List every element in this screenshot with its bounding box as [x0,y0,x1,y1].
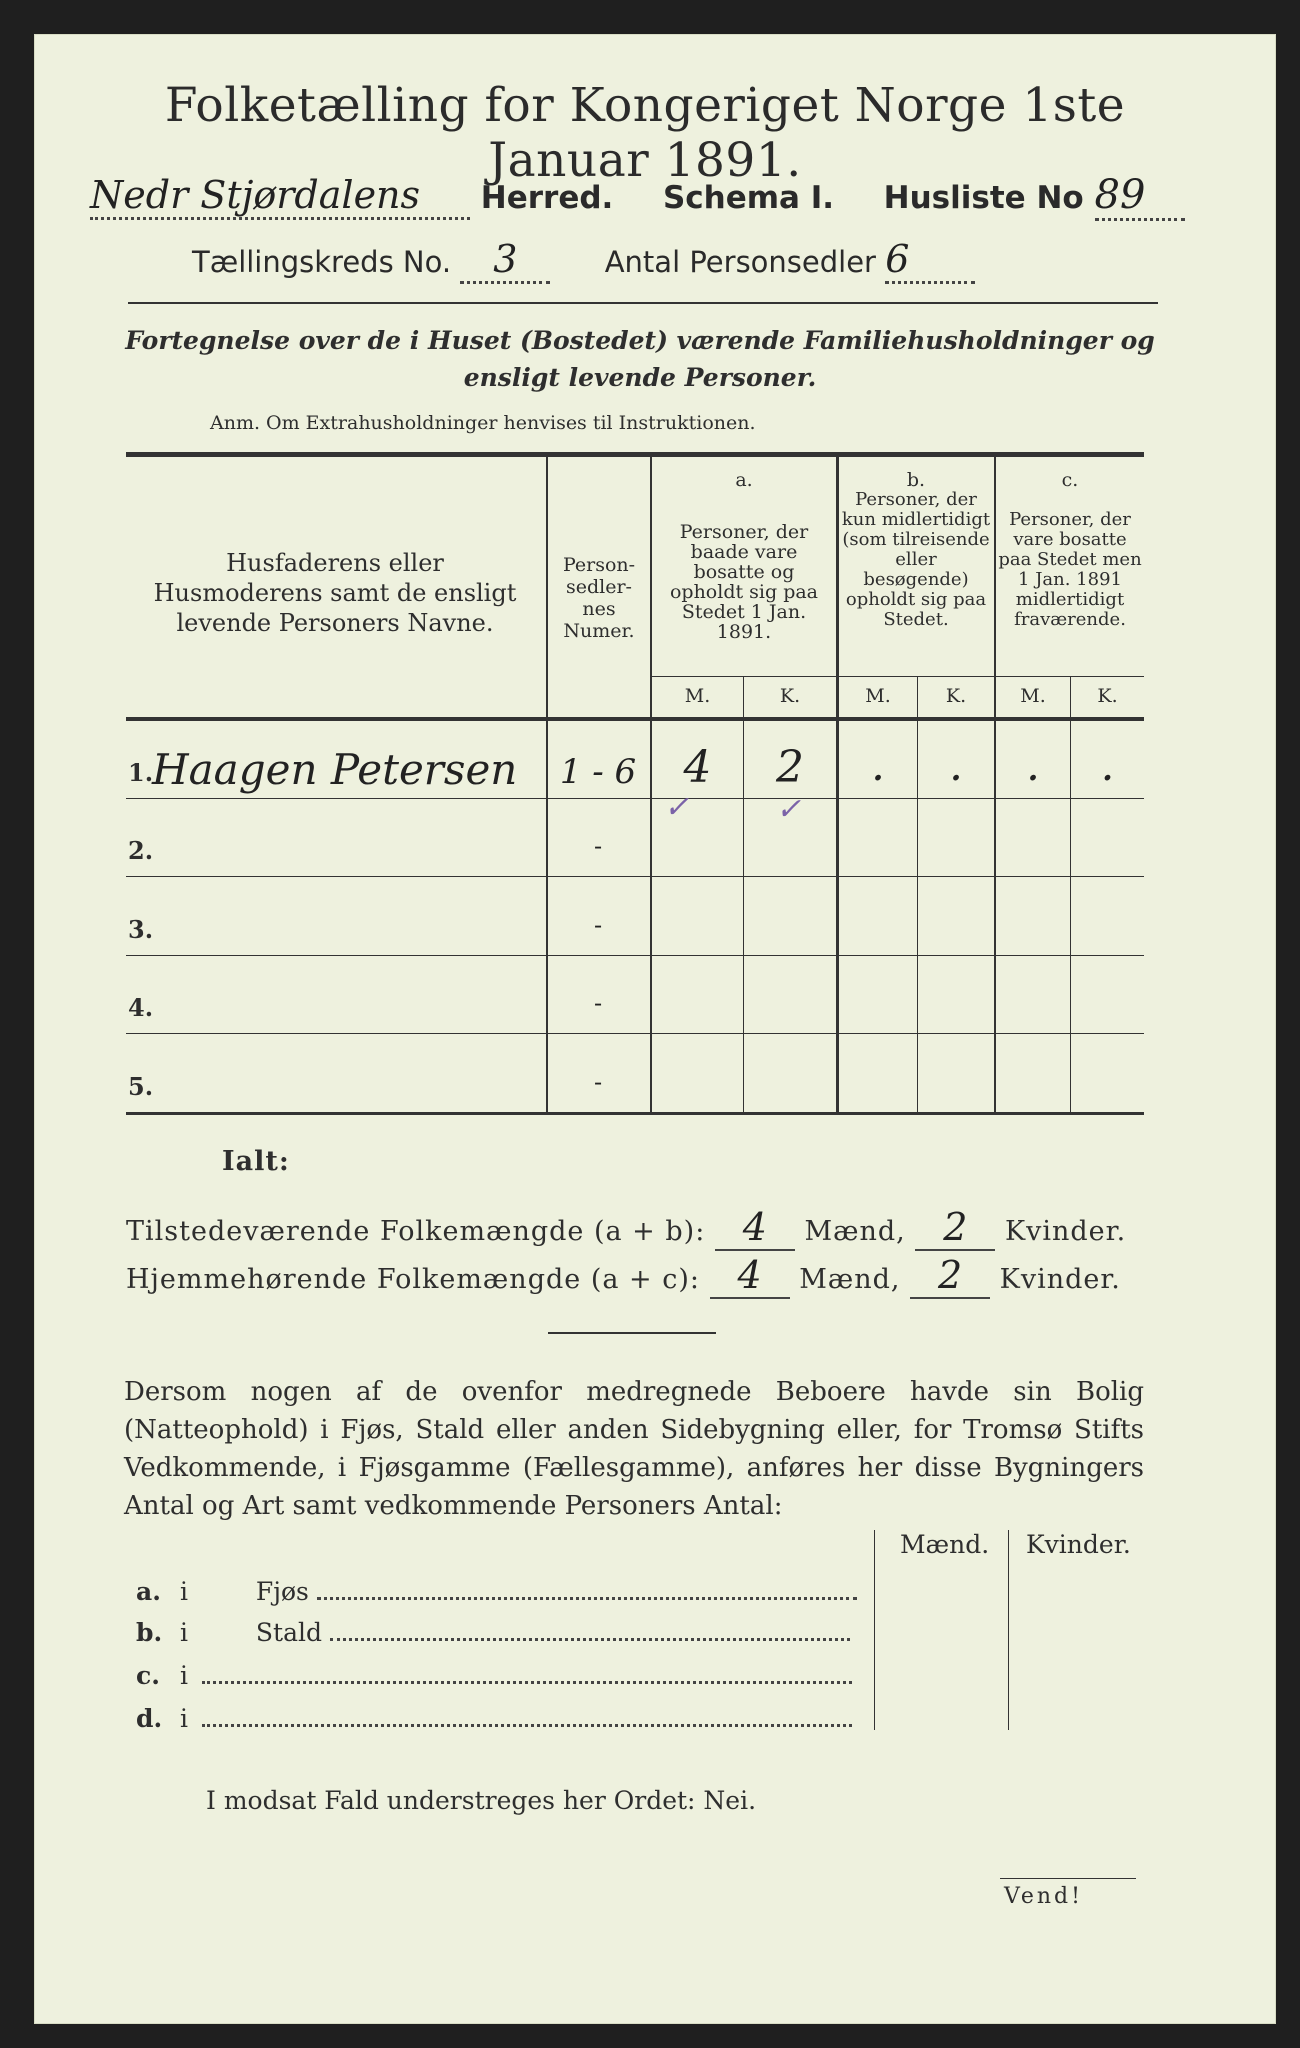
sub-maend-header: Mænd. [900,1530,990,1559]
sub-row-a [136,1577,870,1606]
table-bottom-rule [126,1112,1144,1115]
row-number: 5. [128,1072,154,1101]
cell-c-k: . [1100,740,1115,791]
sub-row-fill [202,1724,852,1727]
col-a-header: Personer, der baade vare bosatte og opholdt sig paa Stedet 1 Jan. 1891. [669,521,819,643]
sub-row-b [136,1618,870,1647]
sub-kvinder-header: Kvinder. [1026,1530,1131,1559]
vend-label: Vend! [1004,1884,1083,1909]
household-name: Haagen Petersen [152,745,518,794]
col-c-header: Personer, der vare bosatte paa Stedet men 1 Jan. 1891 midlertidigt fraværende. [998,509,1142,630]
kreds-line [192,237,975,284]
sub-row-letter: c. [136,1661,160,1690]
antal-value: 6 [885,237,975,284]
row-rule [126,955,1144,956]
check-mark: ✓ [664,790,690,825]
sub-row-c [136,1661,870,1690]
ialt-label: Ialt: [222,1146,290,1177]
col-b-m: M. [865,685,891,707]
cell-a-k: 2 [776,742,804,793]
person-numbers: 1 - 6 [559,752,637,792]
col-a-k: K. [779,685,801,707]
tilst-maend-value: 4 [715,1205,795,1251]
sub-row-label: Fjøs [255,1577,309,1606]
col-c-letter: c. [1061,469,1079,491]
hjem-maend-value: 4 [710,1253,790,1299]
person-numbers: - [593,832,603,860]
col-c-m: M. [1020,685,1046,707]
modsat-line: I modsat Fald understreges her Ordet: Nei. [206,1786,757,1815]
tilst-row [126,1205,1146,1251]
tilst-kvinder-label: Kvinder. [1004,1216,1127,1247]
section-divider [548,1332,716,1334]
check-mark: ✓ [776,792,802,827]
sub-row-letter: d. [136,1704,163,1733]
row-rule [126,876,1144,877]
sub-row-d [136,1704,870,1733]
herred-label: Herred. [480,180,614,216]
vend-rule [1000,1878,1136,1879]
row-number: 1. [128,758,154,787]
row-rule [126,1033,1144,1034]
col-c-k: K. [1097,685,1118,707]
kreds-label: Tællingskreds No. [192,245,452,279]
col-b-header: Personer, der kun midlertidigt (som tilreisende eller besøgende) opholdt sig paa Stedet. [841,489,991,630]
husliste-label: Husliste No [883,180,1084,216]
sub-row-fill [330,1638,850,1641]
cell-a-m: 4 [683,742,712,793]
sidebygning-paragraph: Dersom nogen af de ovenfor medregnede Beboere havde sin Bolig (Natteophold) i Fjøs, Stald eller anden Sidebygning eller, for Tromsø Stifts Vedkommende, i Fjøsgamme (Fællesgamme), anføres her disse Bygningers Antal og Art samt vedkommende Personers Antal: [124,1377,1144,1521]
col-a-m: M. [684,685,711,707]
table-top-rule [126,452,1144,457]
row-number: 2. [128,836,154,865]
person-numbers: - [593,1068,603,1096]
sub-row-label: Stald [255,1618,322,1647]
col-b-letter: b. [906,469,926,491]
col-a-letter: a. [735,469,753,491]
row-number: 4. [128,993,154,1022]
row-number: 3. [128,915,154,944]
tilst-kvinder-value: 2 [915,1205,995,1251]
cell-b-k: . [949,740,963,791]
hjem-label: Hjemmehørende Folkemængde (a + c): [126,1264,700,1295]
col-b-k: K. [945,685,967,707]
person-numbers: - [593,989,603,1017]
sub-row-fill [317,1597,857,1600]
annotation-note: Anm. Om Extrahusholdninger henvises til Instruktionen. [210,412,756,434]
sub-col-divider [1008,1530,1009,1730]
row-rule [126,798,1144,799]
person-numbers: - [593,911,603,939]
table-header-bottom-rule [126,717,1144,721]
kreds-value: 3 [460,237,550,284]
tilst-maend-label: Mænd, [804,1216,906,1247]
col-num-header: Person-sedler-nes Numer. [562,554,636,642]
form-title: Folketælling for Kongeriget Norge 1ste Januar 1891. [164,78,1126,188]
sub-row-letter: b. [136,1618,163,1647]
hjem-row [126,1253,1146,1299]
hjem-kvinder-value: 2 [910,1253,990,1299]
husliste-value: 89 [1095,172,1185,221]
sub-row-fill [202,1681,852,1684]
antal-label: Antal Personsedler [604,245,876,279]
sub-row-letter: a. [136,1577,161,1606]
sub-col-divider [874,1530,875,1730]
herred-value: Nedr Stjørdalens [90,173,470,220]
col-name-header: Husfaderens eller Husmoderens samt de ensligt levende Personers Navne. [153,549,517,637]
sub-row-prep: i [179,1618,188,1647]
form-subtitle: Fortegnelse over de i Huset (Bostedet) værende Familiehusholdninger og ensligt levende Personer. [125,326,1155,392]
header-rule [128,302,1158,304]
sub-row-prep: i [179,1577,188,1606]
hjem-kvinder-label: Kvinder. [999,1264,1121,1295]
tilst-label: Tilstedeværende Folkemængde (a + b): [126,1216,706,1247]
cell-b-m: . [871,740,885,791]
herred-line [90,172,1185,221]
sub-row-prep: i [179,1704,188,1733]
hjem-maend-label: Mænd, [799,1264,901,1295]
schema-label: Schema I. [662,180,835,216]
cell-c-m: . [1026,740,1040,791]
sub-row-prep: i [179,1661,188,1690]
